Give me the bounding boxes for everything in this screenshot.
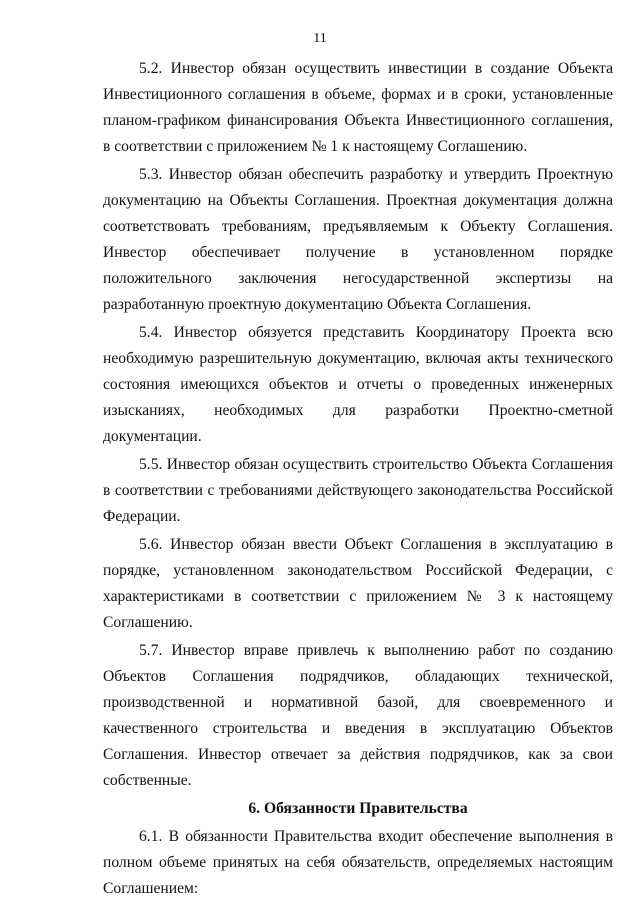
paragraph-5-6: 5.6. Инвестор обязан ввести Объект Соглашения в эксплуатацию в порядке, установленном законодательством Российской Федерации, с характеристиками в соответствии с приложением № 3 к настоящему Соглашению.: [103, 536, 613, 631]
paragraph-5-7: 5.7. Инвестор вправе привлечь к выполнению работ по созданию Объектов Соглашения подрядчиков, обладающих технической, производственной и нормативной базой, для своевременного и качественного строительства и введения в эксплуатацию Объектов Соглашения. Инвестор отвечает за действия подрядчиков, как за свои собственные.: [103, 642, 613, 789]
paragraph-6-1: 6.1. В обязанности Правительства входит обеспечение выполнения в полном объеме принятых на себя обязательств, определяемых настоящим Соглашением:: [103, 828, 613, 897]
paragraph-5-4: 5.4. Инвестор обязуется представить Координатору Проекта всю необходимую разрешительную документацию, включая акты технического состояния имеющихся объектов и отчеты о проведенных инженерных изысканиях, необходимых для разработки Проектно-сметной документации.: [103, 324, 613, 445]
paragraph-5-2: 5.2. Инвестор обязан осуществить инвестиции в создание Объекта Инвестиционного соглашения в объеме, формах и в сроки, установленные планом-графиком финансирования Объекта Инвестиционного соглашения, в соответствии с приложением № 1 к настоящему Соглашению.: [103, 60, 613, 155]
paragraph-5-3: 5.3. Инвестор обязан обеспечить разработку и утвердить Проектную документацию на Объекты Соглашения. Проектная документация должна соответствовать требованиям, предъявляемым к Объекту Соглашения. Инвестор обеспечивает получение в установленном порядке положительного заключения негосударственной экспертизы на разработанную проектную документацию Объекта Соглашения.: [103, 166, 613, 313]
document-body: [103, 56, 613, 904]
page-number: 11: [313, 31, 327, 46]
paragraph-5-5: 5.5. Инвестор обязан осуществить строительство Объекта Соглашения в соответствии с требованиями действующего законодательства Российской Федерации.: [103, 456, 613, 525]
section-6-heading: 6. Обязанности Правительства: [248, 800, 468, 817]
